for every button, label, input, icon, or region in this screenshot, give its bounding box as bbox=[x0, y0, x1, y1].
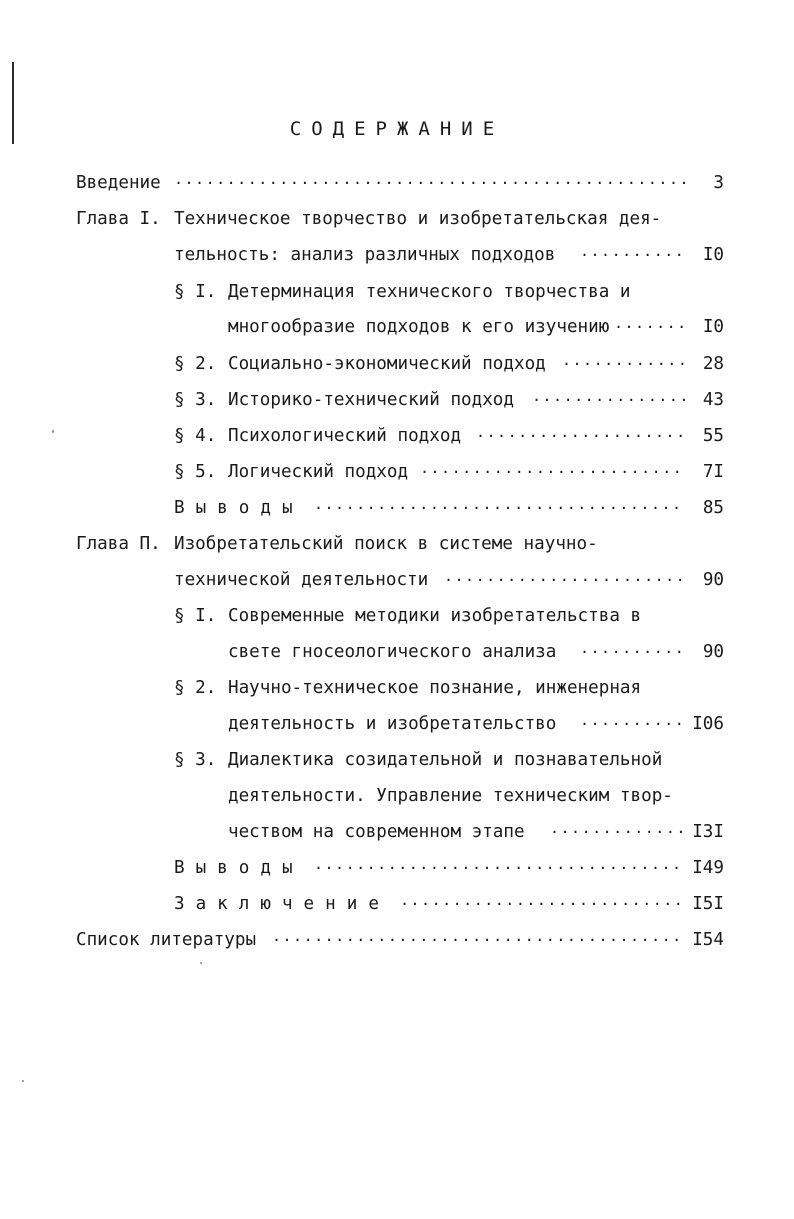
dot-leader bbox=[532, 387, 686, 413]
chapter-title-line: тельность: анализ различных подходов bbox=[174, 245, 556, 265]
dot-leader bbox=[420, 459, 686, 485]
page-number: 43 bbox=[702, 390, 724, 410]
section-title-line: Психологический подход bbox=[228, 426, 462, 446]
page-number: I5I bbox=[692, 894, 724, 914]
entry-label: Введение bbox=[76, 173, 161, 193]
entry-label: Заключение bbox=[174, 894, 390, 914]
dot-leader bbox=[562, 351, 686, 377]
page-number: I3I bbox=[692, 822, 724, 842]
page-number: 28 bbox=[702, 354, 724, 374]
scan-speck bbox=[52, 430, 54, 433]
page-number: 3 bbox=[713, 173, 724, 193]
dot-leader bbox=[614, 314, 686, 340]
page-number: 7I bbox=[702, 462, 724, 482]
section-mark: § I. bbox=[174, 606, 217, 626]
dot-leader bbox=[314, 495, 686, 521]
dot-leader bbox=[580, 711, 686, 737]
chapter-title-line: Изобретательский поиск в системе научно- bbox=[174, 534, 598, 554]
section-mark: § 2. bbox=[174, 678, 217, 698]
section-mark: § 2. bbox=[174, 354, 217, 374]
contents-title: СОДЕРЖАНИЕ bbox=[289, 118, 505, 140]
section-mark: § 3. bbox=[174, 750, 217, 770]
section-mark: § 3. bbox=[174, 390, 217, 410]
chapter-number: Глава I. bbox=[76, 209, 161, 229]
section-title-line: Детерминация технического творчества и bbox=[228, 282, 631, 302]
section-title-line: деятельность и изобретательство bbox=[228, 714, 557, 734]
page-number: I49 bbox=[692, 858, 724, 878]
page-number: I06 bbox=[692, 714, 724, 734]
section-title-line: чеством на современном этапе bbox=[228, 822, 525, 842]
dot-leader bbox=[476, 423, 686, 449]
page-number: 90 bbox=[702, 570, 724, 590]
page-number: 55 bbox=[702, 426, 724, 446]
dot-leader bbox=[444, 567, 686, 593]
chapter-title-line: технической деятельности bbox=[174, 570, 429, 590]
dot-leader bbox=[174, 170, 686, 196]
dot-leader bbox=[550, 819, 686, 845]
page-number: 90 bbox=[702, 642, 724, 662]
section-mark: § 5. bbox=[174, 462, 217, 482]
page-number: 85 bbox=[702, 498, 724, 518]
dot-leader bbox=[400, 891, 686, 917]
page-number: I0 bbox=[702, 245, 724, 265]
dot-leader bbox=[580, 639, 686, 665]
section-title-line: Диалектика созидательной и познавательной bbox=[228, 750, 663, 770]
section-title-line: Логический подход bbox=[228, 462, 409, 482]
page-number: I0 bbox=[702, 317, 724, 337]
page-number: I54 bbox=[692, 930, 724, 950]
section-title-line: многообразие подходов к его изучению bbox=[228, 317, 610, 337]
section-title-line: свете гносеологического анализа bbox=[228, 642, 557, 662]
section-title-line: Научно-техническое познание, инженерная bbox=[228, 678, 642, 698]
entry-label: Список литературы bbox=[76, 930, 257, 950]
entry-label: Выводы bbox=[174, 498, 304, 518]
dot-leader bbox=[314, 855, 686, 881]
section-mark: § 4. bbox=[174, 426, 217, 446]
dot-leader bbox=[580, 242, 686, 268]
section-title-line: Современные методики изобретательства в bbox=[228, 606, 642, 626]
chapter-title-line: Техническое творчество и изобретательская дея- bbox=[174, 209, 662, 229]
section-title-line: Историко-технический подход bbox=[228, 390, 514, 410]
section-mark: § I. bbox=[174, 282, 217, 302]
dot-leader bbox=[272, 927, 686, 953]
scan-speck bbox=[200, 962, 202, 964]
section-title-line: Социально-экономический подход bbox=[228, 354, 546, 374]
scan-speck bbox=[22, 1080, 24, 1082]
section-title-line: деятельности. Управление техническим твор- bbox=[228, 786, 673, 806]
chapter-number: Глава П. bbox=[76, 534, 161, 554]
entry-label: Выводы bbox=[174, 858, 304, 878]
